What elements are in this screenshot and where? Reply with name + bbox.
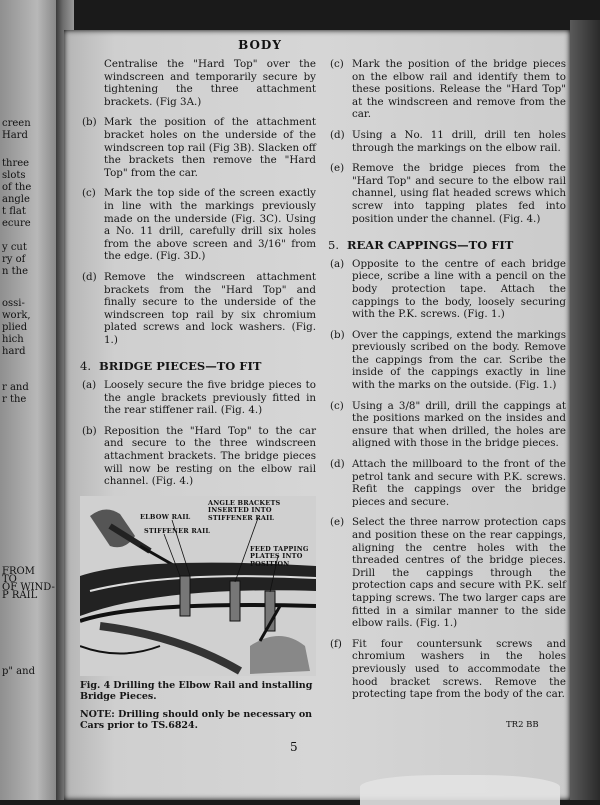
left-page-fragment: ry of <box>2 254 26 265</box>
step-label: (e) <box>330 162 345 175</box>
section-title: REAR CAPPINGS—TO FIT <box>346 238 514 253</box>
step-text: Remove the windscreen attachment brackets from the "Hard Top" and finally secure to the underside of the windscreen top rail by six chromium plated screws and lock washers. (Fig. 1.) <box>104 270 316 346</box>
adjacent-page <box>0 0 62 800</box>
step-label: (f) <box>330 637 342 650</box>
step-text: Mark the position of the attachment bracket holes on the underside of the windscreen top rail (Fig 3B). Slacken off the brackets then remove the "Hard Top" from the car. <box>104 116 316 179</box>
step-item <box>80 116 316 179</box>
step-label: (b) <box>82 424 97 437</box>
left-page-fragment: y cut <box>2 242 27 253</box>
step-text: Using a No. 11 drill, drill ten holes through the markings on the elbow rail. <box>352 128 566 154</box>
callout-feed-tapping: FEED TAPPING PLATES INTO POSITION <box>250 544 309 568</box>
page-edge-shadow <box>570 20 600 800</box>
left-page-fragment: P RAIL <box>2 590 38 601</box>
step-text: Remove the bridge pieces from the "Hard Top" and secure to the elbow rail channel, using flat headed screws which screw into tapping plates fed into position under the channel. (Fig. 4.) <box>352 162 566 225</box>
step-item <box>328 258 566 321</box>
step-label: (a) <box>330 257 345 270</box>
step-label: (c) <box>330 58 344 70</box>
step-label: (c) <box>82 187 96 200</box>
figure-illustration <box>80 496 316 676</box>
step-item <box>328 329 566 392</box>
drilling-illustration <box>80 496 316 676</box>
left-page-fragment: ossi- <box>2 298 25 309</box>
callout-elbow-rail: ELBOW RAIL <box>140 512 191 521</box>
intro-paragraph: Centralise the "Hard Top" over the windscreen and temporarily secure by tightening the three attachment brackets. (Fig 3A.) <box>104 58 316 108</box>
step-item <box>80 187 316 263</box>
section-title: BRIDGE PIECES—TO FIT <box>98 359 262 374</box>
left-page-fragment: FROM <box>2 566 35 577</box>
left-page-fragment: slots <box>2 170 26 181</box>
step-label: (d) <box>330 128 345 141</box>
step-label: (b) <box>330 328 345 341</box>
callout-angle-brackets: ANGLE BRACKETS INSERTED INTO STIFFENER RAIL <box>208 498 281 522</box>
step-item <box>328 516 566 629</box>
left-page-fragment: r and <box>2 382 29 393</box>
step-label: (e) <box>330 516 345 529</box>
left-page-fragment: angle <box>2 194 30 205</box>
left-page-fragment: work, <box>2 310 31 321</box>
step-text: Opposite to the centre of each bridge piece, scribe a line with a pencil on the body protection tape. Attach the cappings to the body, loosely securing with the P.K. screws. (Fig. 1.) <box>352 257 566 321</box>
figure-note: NOTE: Drilling should only be necessary on Cars prior to TS.6824. <box>80 708 313 732</box>
step-item <box>80 379 316 417</box>
step-text: Mark the top side of the screen exactly in line with the markings previously made on the underside (Fig. 3C). Using a No. 11 drill, carefully drill six holes from the above screen and 3/16" from the edge. (Fig. 3D.) <box>104 187 316 263</box>
left-page-fragment: n the <box>2 266 28 277</box>
step-item <box>328 58 566 121</box>
caption-label: Fig. 4 <box>80 679 111 691</box>
step-label: (d) <box>330 458 345 471</box>
left-page-fragment: hard <box>2 346 26 357</box>
step-label: (d) <box>82 270 97 283</box>
left-page-fragment: creen <box>2 118 31 129</box>
step-text: Over the cappings, extend the markings previously scribed on the body. Remove the cappings from the car. Scribe the inside of the cappings exactly in line with the marks on the outside. (Fig. 1.) <box>352 328 566 392</box>
step-item <box>328 638 566 701</box>
step-item <box>328 458 566 508</box>
left-page-fragment: ecure <box>2 218 31 229</box>
callout-stiffener-rail: STIFFENER RAIL <box>144 526 211 535</box>
step-label: (b) <box>82 116 97 129</box>
left-page-fragment: plied <box>2 322 28 333</box>
section-heading <box>328 239 566 252</box>
thumb-shadow <box>360 775 560 805</box>
step-item <box>328 129 566 154</box>
left-page-fragment: TO <box>2 574 17 585</box>
step-text: Mark the position of the bridge pieces on the elbow rail and identify them to these positions. Release the "Hard Top" at the windscreen and remove from the car. <box>352 58 566 121</box>
section-heading <box>80 360 316 373</box>
left-page-fragment: three <box>2 158 30 169</box>
step-label: (c) <box>330 399 344 412</box>
page-number: 5 <box>290 740 298 754</box>
left-column <box>80 58 316 732</box>
figure-caption <box>80 680 316 703</box>
section-number: 5. <box>328 238 339 253</box>
step-text: Reposition the "Hard Top" to the car and secure to the three windscreen attachment brackets. The bridge pieces will now be resting on the elbow rail channel. (Fig. 4.) <box>104 424 316 488</box>
step-text: Attach the millboard to the front of the petrol tank and secure with P.K. screws. Refit the cappings over the bridge pieces and secure. <box>352 458 566 508</box>
step-text: Loosely secure the five bridge pieces to the angle brackets previously fitted in the rear stiffener rail. (Fig. 4.) <box>104 379 316 417</box>
page-header: BODY <box>238 38 282 52</box>
left-page-fragment: of the <box>2 182 32 193</box>
document-reference: TR2 BB <box>506 720 539 730</box>
caption-text: Drilling the Elbow Rail and installing Bridge Pieces. <box>80 679 313 703</box>
left-page-fragment: p" and <box>2 666 35 677</box>
step-text: Fit four countersunk screws and chromium washers in the holes previously used to accommodate the hood bracket screws. Remove the protecting tape from the body of the car. <box>352 637 566 701</box>
section-number: 4. <box>80 359 91 374</box>
step-item <box>80 425 316 488</box>
step-label: (a) <box>82 379 97 392</box>
step-text: Using a 3/8" drill, drill the cappings at the positions marked on the insides and ensure that when drilled, the holes are aligned with those in the bridge pieces. <box>352 399 566 450</box>
right-column <box>328 58 566 709</box>
step-item <box>80 271 316 347</box>
step-text: Select the three narrow protection caps and position these on the rear cappings, aligning the centre holes with the threaded centres of the bridge pieces. Drill the cappings through the protection caps and secure with P.K. self tapping screws. The two larger caps are fitted in a similar manner to the side elbow rails. (Fig. 1.) <box>352 516 566 630</box>
left-page-fragment: t flat <box>2 206 26 217</box>
left-page-fragment: OF WIND- <box>2 582 55 593</box>
left-page-fragment: Hard <box>2 130 28 141</box>
left-page-fragment: r the <box>2 394 27 405</box>
left-page-fragment: hich <box>2 334 24 345</box>
step-item <box>328 400 566 450</box>
step-item <box>328 162 566 225</box>
